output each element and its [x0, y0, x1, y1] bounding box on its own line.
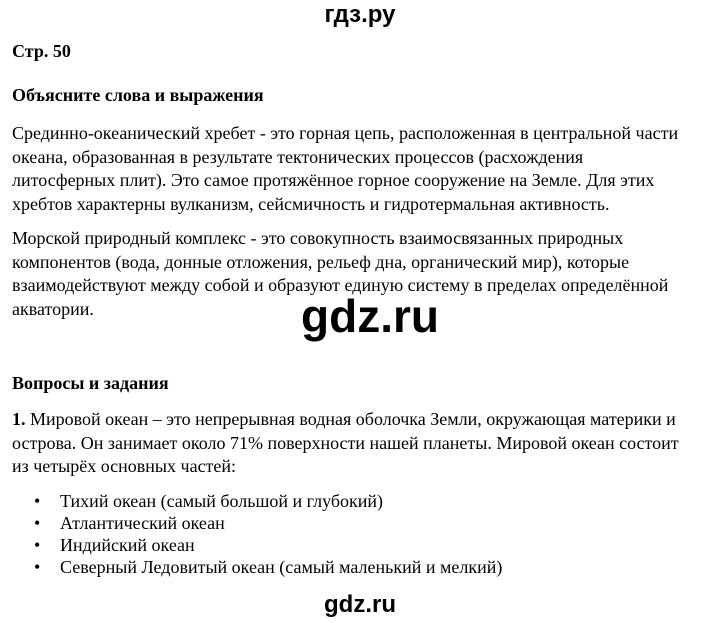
list-item-text: Атлантический океан	[60, 513, 225, 533]
list-item	[12, 512, 712, 534]
list-item	[12, 490, 712, 512]
list-item-text: Северный Ледовитый океан (самый маленький и мелкий)	[60, 557, 503, 577]
list-item	[12, 556, 712, 578]
list-item-text: Тихий океан (самый большой и глубокий)	[60, 491, 383, 511]
page-number: Стр. 50	[12, 41, 71, 61]
watermark-logo: gdz.ru	[301, 290, 439, 342]
bullet-icon: •	[34, 491, 41, 511]
question-answer-text: Мировой океан – это непрерывная водная оболочка Земли, окружающая материки и острова. Он занимает около 71% поверхности нашей планеты. Мировой океан состоит из четырёх основных частей:	[12, 409, 679, 476]
definition-marine-complex: Морской природный комплекс - это совокупность взаимосвязанных природных компонентов (вода, донные отложения, рельеф дна, органический мир), которые взаимодействуют между собой и образуют единую систему в пределах определённой акватории.	[12, 228, 669, 319]
bullet-icon: •	[34, 557, 41, 577]
question-number: 1.	[12, 409, 26, 429]
bullet-icon: •	[34, 535, 41, 555]
definition-mid-ocean-ridge: Срединно-океанический хребет - это горная цепь, расположенная в центральной части океана, образованная в результате тектонических процессов (расхождения литосферных плит). Это самое протяжённое горное сооружение на Земле. Для этих хребтов характерны вулканизм, сейсмичность и гидротермальная активность.	[12, 123, 679, 214]
site-header-logo: гдз.ру	[324, 1, 396, 28]
ocean-list	[12, 490, 712, 578]
list-item	[12, 534, 712, 556]
list-item-text: Индийский океан	[60, 535, 195, 555]
footer-logo: gdz.ru	[324, 591, 396, 618]
section-heading-questions: Вопросы и задания	[12, 373, 169, 393]
bullet-icon: •	[34, 513, 41, 533]
question-1-answer	[12, 408, 712, 479]
section-heading-definitions: Объясните слова и выражения	[12, 85, 264, 105]
